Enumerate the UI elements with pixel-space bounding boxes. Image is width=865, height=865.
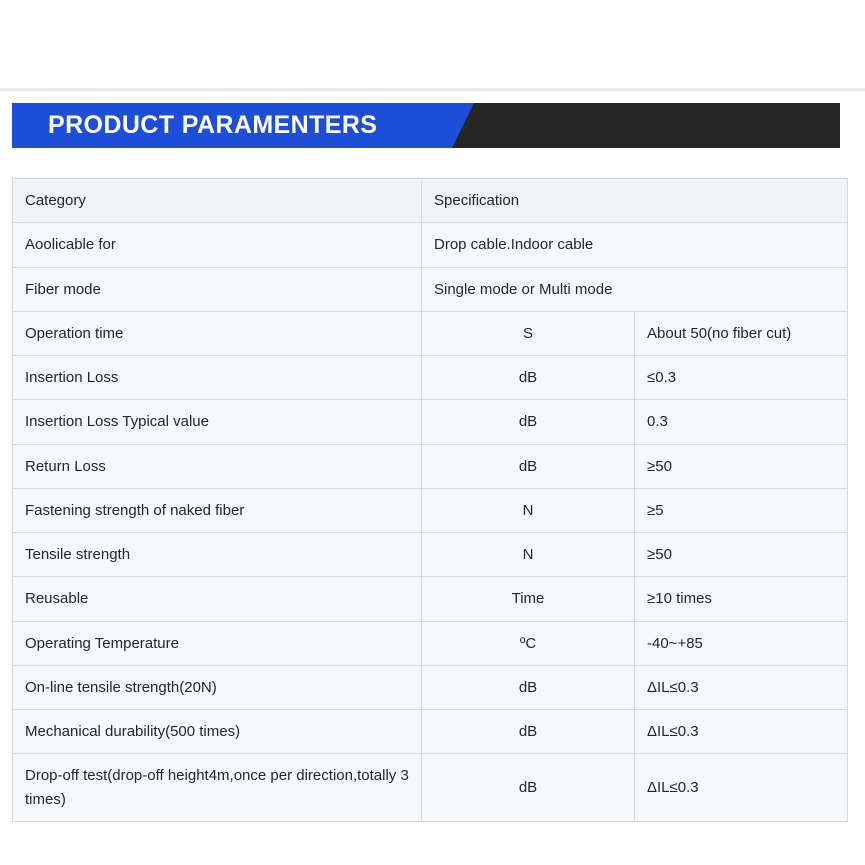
table-row xyxy=(13,488,848,532)
table-row xyxy=(13,533,848,577)
table-row xyxy=(13,710,848,754)
table-row xyxy=(13,444,848,488)
table-row xyxy=(13,577,848,621)
table-header-category: Category xyxy=(13,179,422,223)
table-header-row xyxy=(13,179,848,223)
row-unit: N xyxy=(422,533,635,577)
row-category: Fiber mode xyxy=(13,267,422,311)
row-category: Operation time xyxy=(13,311,422,355)
row-category: Insertion Loss xyxy=(13,356,422,400)
row-value: Drop cable.Indoor cable xyxy=(422,223,848,267)
row-category: Mechanical durability(500 times) xyxy=(13,710,422,754)
row-value: ΔIL≤0.3 xyxy=(635,710,848,754)
row-unit: S xyxy=(422,311,635,355)
table-row xyxy=(13,665,848,709)
table-row xyxy=(13,311,848,355)
table-row xyxy=(13,754,848,822)
row-category: Tensile strength xyxy=(13,533,422,577)
table-row xyxy=(13,400,848,444)
row-category: On-line tensile strength(20N) xyxy=(13,665,422,709)
table-row xyxy=(13,223,848,267)
row-value: ≥50 xyxy=(635,533,848,577)
row-value: Single mode or Multi mode xyxy=(422,267,848,311)
row-category: Return Loss xyxy=(13,444,422,488)
row-unit: dB xyxy=(422,356,635,400)
row-category: Insertion Loss Typical value xyxy=(13,400,422,444)
banner-title: PRODUCT PARAMENTERS xyxy=(48,111,378,139)
product-parameters-banner xyxy=(12,103,840,148)
page-top-band xyxy=(0,88,865,91)
table-row xyxy=(13,267,848,311)
row-unit: dB xyxy=(422,444,635,488)
table-header-specification: Specification xyxy=(422,179,848,223)
row-value: -40~+85 xyxy=(635,621,848,665)
row-value: ≥5 xyxy=(635,488,848,532)
row-unit: N xyxy=(422,488,635,532)
row-value: ΔIL≤0.3 xyxy=(635,665,848,709)
row-unit: dB xyxy=(422,400,635,444)
row-value: About 50(no fiber cut) xyxy=(635,311,848,355)
row-value: 0.3 xyxy=(635,400,848,444)
row-unit: ºC xyxy=(422,621,635,665)
row-value: ΔIL≤0.3 xyxy=(635,754,848,822)
row-unit: dB xyxy=(422,754,635,822)
row-category: Aoolicable for xyxy=(13,223,422,267)
row-category: Operating Temperature xyxy=(13,621,422,665)
row-category: Fastening strength of naked fiber xyxy=(13,488,422,532)
table-row xyxy=(13,621,848,665)
specification-table-wrapper xyxy=(12,178,848,822)
row-category: Drop-off test(drop-off height4m,once per direction,totally 3 times) xyxy=(13,754,422,822)
specification-table xyxy=(12,178,848,822)
row-value: ≥10 times xyxy=(635,577,848,621)
row-category: Reusable xyxy=(13,577,422,621)
row-value: ≤0.3 xyxy=(635,356,848,400)
row-unit: dB xyxy=(422,710,635,754)
table-row xyxy=(13,356,848,400)
row-unit: Time xyxy=(422,577,635,621)
row-unit: dB xyxy=(422,665,635,709)
row-value: ≥50 xyxy=(635,444,848,488)
